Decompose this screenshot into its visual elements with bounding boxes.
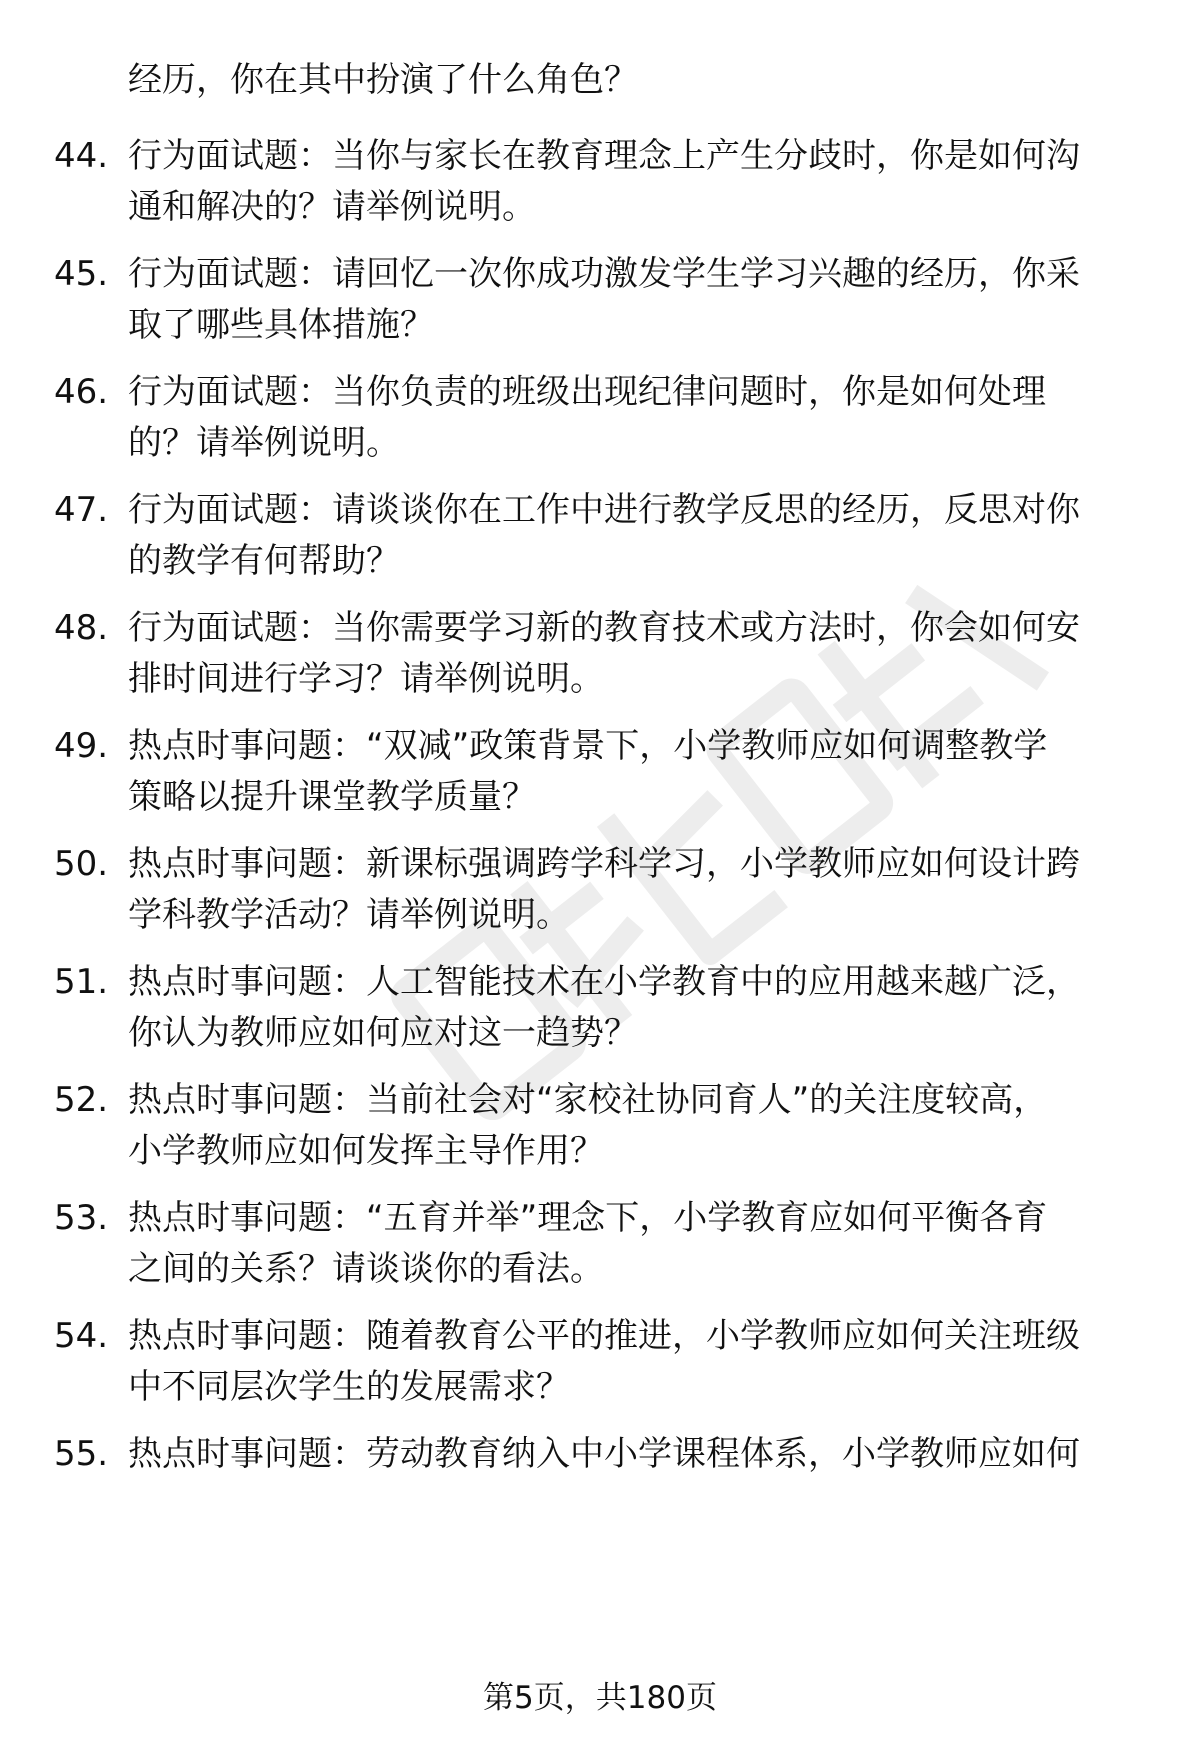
item-number: 48. — [54, 608, 109, 648]
item-text-line1: 行为面试题：请谈谈你在工作中进行教学反思的经历，反思对你 — [128, 490, 1080, 530]
list-item — [0, 250, 1200, 350]
item-number: 44. — [54, 136, 109, 176]
list-item — [0, 486, 1200, 586]
item-text-line1: 行为面试题：请回忆一次你成功激发学生学习兴趣的经历，你采 — [128, 254, 1080, 294]
item-text-line2: 的教学有何帮助？ — [128, 541, 400, 581]
continuation-line: 经历，你在其中扮演了什么角色？ — [128, 60, 638, 100]
item-text-line2: 取了哪些具体措施？ — [128, 305, 434, 345]
item-number: 47. — [54, 490, 109, 530]
item-text-line2: 之间的关系？请谈谈你的看法。 — [128, 1249, 604, 1289]
item-number: 52. — [54, 1080, 109, 1120]
item-text-line2: 学科教学活动？请举例说明。 — [128, 895, 570, 935]
list-item — [0, 368, 1200, 468]
item-text-line2: 策略以提升课堂教学质量？ — [128, 777, 536, 817]
item-text-line1: 行为面试题：当你需要学习新的教育技术或方法时，你会如何安 — [128, 608, 1080, 648]
item-number: 53. — [54, 1198, 109, 1238]
item-text-line1: 行为面试题：当你负责的班级出现纪律问题时，你是如何处理 — [128, 372, 1046, 412]
list-item — [0, 958, 1200, 1058]
item-number: 46. — [54, 372, 109, 412]
item-text-line2: 你认为教师应如何应对这一趋势？ — [128, 1013, 638, 1053]
item-number: 51. — [54, 962, 109, 1002]
list-item — [0, 1312, 1200, 1412]
list-item — [0, 1194, 1200, 1294]
item-text-line1: 热点时事问题：“五育并举”理念下，小学教育应如何平衡各育 — [128, 1198, 1048, 1238]
item-number: 50. — [54, 844, 109, 884]
item-text-line2: 排时间进行学习？请举例说明。 — [128, 659, 604, 699]
item-text-line1: 行为面试题：当你与家长在教育理念上产生分歧时，你是如何沟 — [128, 136, 1080, 176]
item-text-line2: 通和解决的？请举例说明。 — [128, 187, 536, 227]
item-text-line2: 小学教师应如何发挥主导作用？ — [128, 1131, 604, 1171]
item-number: 45. — [54, 254, 109, 294]
item-text-line1: 热点时事问题：劳动教育纳入中小学课程体系，小学教师应如何 — [128, 1434, 1080, 1474]
item-text-line2: 的？请举例说明。 — [128, 423, 400, 463]
item-text-line1: 热点时事问题：人工智能技术在小学教育中的应用越来越广泛， — [128, 962, 1080, 1002]
list-item — [0, 132, 1200, 232]
item-text-line2: 中不同层次学生的发展需求？ — [128, 1367, 570, 1407]
item-number: 55. — [54, 1434, 109, 1474]
item-text-line1: 热点时事问题：新课标强调跨学科学习，小学教师应如何设计跨 — [128, 844, 1080, 884]
list-item — [0, 604, 1200, 704]
item-text-line1: 热点时事问题：随着教育公平的推进，小学教师应如何关注班级 — [128, 1316, 1080, 1356]
list-item — [0, 840, 1200, 940]
list-item — [0, 1430, 1200, 1530]
page-footer: 第5页，共180页 — [483, 1680, 717, 1716]
item-text-line1: 热点时事问题：当前社会对“家校社协同育人”的关注度较高， — [128, 1080, 1048, 1120]
item-number: 54. — [54, 1316, 109, 1356]
item-number: 49. — [54, 726, 109, 766]
list-item — [0, 722, 1200, 822]
list-item — [0, 1076, 1200, 1176]
item-text-line1: 热点时事问题：“双减”政策背景下，小学教师应如何调整教学 — [128, 726, 1048, 766]
